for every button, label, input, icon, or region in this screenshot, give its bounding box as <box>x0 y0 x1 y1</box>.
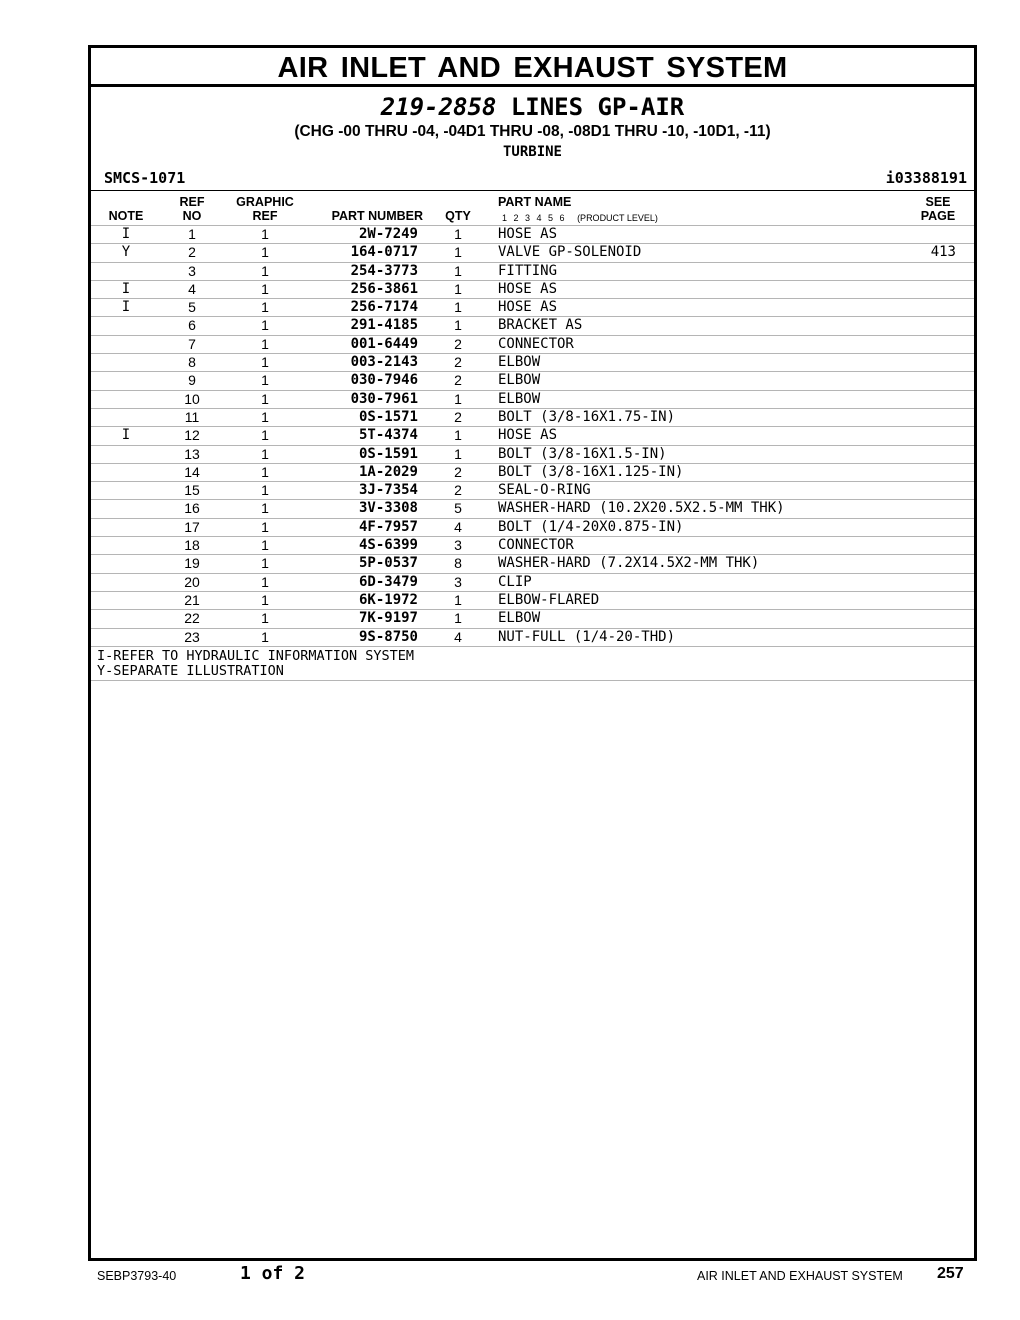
table-row <box>91 316 974 334</box>
group-part-number: 219-2858 <box>380 93 497 121</box>
table-row <box>91 591 974 609</box>
cell-part-name: BOLT (3/8-16X1.75-IN) <box>498 408 676 425</box>
cell-part-number: 256-7174 <box>350 299 418 316</box>
cell-part-number: 4S-6399 <box>358 537 418 554</box>
col-header-qty: QTY <box>445 209 471 223</box>
col-header-see-page <box>913 195 963 223</box>
notes-block <box>91 646 974 681</box>
cell-graphic-ref: 1 <box>261 335 269 352</box>
cell-part-name: BRACKET AS <box>498 317 583 334</box>
cell-graphic-ref: 1 <box>261 244 269 261</box>
cell-ref-no: 9 <box>188 372 196 389</box>
header-divider <box>91 190 974 191</box>
cell-note: I <box>121 427 131 444</box>
table-row <box>91 280 974 298</box>
cell-ref-no: 18 <box>184 537 200 554</box>
col-header-graphic-ref <box>229 195 301 223</box>
cell-graphic-ref: 1 <box>261 372 269 389</box>
cell-part-number: 6D-3479 <box>358 573 418 590</box>
cell-ref-no: 5 <box>188 299 196 316</box>
cell-graphic-ref: 1 <box>261 628 269 645</box>
footer-page-of: 1 of 2 <box>240 1263 306 1284</box>
table-row <box>91 536 974 554</box>
cell-qty: 2 <box>454 372 462 389</box>
cell-graphic-ref: 1 <box>261 354 269 371</box>
table-row <box>91 371 974 389</box>
cell-ref-no: 6 <box>188 317 196 334</box>
cell-ref-no: 8 <box>188 354 196 371</box>
cell-part-name: WASHER-HARD (10.2X20.5X2.5-MM THK) <box>498 500 785 517</box>
cell-ref-no: 12 <box>184 427 200 444</box>
cell-graphic-ref: 1 <box>261 280 269 297</box>
cell-part-number: 030-7961 <box>350 390 418 407</box>
cell-part-name: HOSE AS <box>498 427 558 444</box>
cell-qty: 1 <box>454 445 462 462</box>
cell-part-number: 164-0717 <box>350 244 418 261</box>
cell-qty: 1 <box>454 390 462 407</box>
cell-graphic-ref: 1 <box>261 518 269 535</box>
table-row <box>91 335 974 353</box>
cell-graphic-ref: 1 <box>261 427 269 444</box>
group-title <box>91 92 974 122</box>
cell-part-name: ELBOW <box>498 354 541 371</box>
smcs-code: SMCS-1071 <box>104 169 186 187</box>
col-header-graphic-ref-line2: REF <box>252 209 278 223</box>
cell-qty: 2 <box>454 335 462 352</box>
cell-part-name: BOLT (3/8-16X1.5-IN) <box>498 445 667 462</box>
cell-graphic-ref: 1 <box>261 299 269 316</box>
cell-part-number: 6K-1972 <box>358 591 418 608</box>
cell-part-number: 001-6449 <box>350 335 418 352</box>
col-header-part-name: PART NAME <box>498 195 572 209</box>
note-line: Y-SEPARATE ILLUSTRATION <box>97 662 284 679</box>
cell-qty: 3 <box>454 573 462 590</box>
cell-part-number: 0S-1591 <box>358 445 418 462</box>
cell-see-page: 413 <box>930 244 956 261</box>
col-header-note: NOTE <box>108 209 144 223</box>
table-row <box>91 445 974 463</box>
cell-ref-no: 22 <box>184 610 200 627</box>
cell-part-number: 3V-3308 <box>358 500 418 517</box>
cell-part-number: 5T-4374 <box>358 427 418 444</box>
cell-qty: 4 <box>454 628 462 645</box>
cell-ref-no: 19 <box>184 555 200 572</box>
cell-qty: 1 <box>454 317 462 334</box>
cell-ref-no: 16 <box>184 500 200 517</box>
table-row <box>91 499 974 517</box>
cell-ref-no: 10 <box>184 390 200 407</box>
cell-ref-no: 4 <box>188 280 196 297</box>
table-row <box>91 481 974 499</box>
cell-ref-no: 13 <box>184 445 200 462</box>
footer-doc-id: SEBP3793-40 <box>97 1269 177 1283</box>
cell-part-name: CLIP <box>498 573 532 590</box>
cell-qty: 1 <box>454 280 462 297</box>
cell-part-number: 003-2143 <box>350 354 418 371</box>
cell-ref-no: 20 <box>184 573 200 590</box>
table-row <box>91 609 974 627</box>
note-line: I-REFER TO HYDRAULIC INFORMATION SYSTEM <box>97 647 414 664</box>
cell-part-name: ELBOW <box>498 390 541 407</box>
cell-ref-no: 11 <box>184 408 200 425</box>
cell-note: I <box>121 280 131 297</box>
table-row <box>91 298 974 316</box>
cell-part-name: ELBOW-FLARED <box>498 591 600 608</box>
cell-ref-no: 7 <box>188 335 196 352</box>
table-row <box>91 225 974 243</box>
cell-part-name: HOSE AS <box>498 299 558 316</box>
cell-graphic-ref: 1 <box>261 537 269 554</box>
cell-qty: 2 <box>454 463 462 480</box>
cell-graphic-ref: 1 <box>261 317 269 334</box>
cell-graphic-ref: 1 <box>261 408 269 425</box>
table-row <box>91 243 974 261</box>
cell-qty: 1 <box>454 299 462 316</box>
cell-graphic-ref: 1 <box>261 390 269 407</box>
col-header-graphic-ref-line1: GRAPHIC <box>236 195 294 209</box>
cell-graphic-ref: 1 <box>261 226 269 242</box>
cell-qty: 1 <box>454 427 462 444</box>
cell-part-number: 0S-1571 <box>358 408 418 425</box>
group-name: LINES GP-AIR <box>510 93 685 121</box>
cell-part-number: 4F-7957 <box>358 518 418 535</box>
cell-graphic-ref: 1 <box>261 463 269 480</box>
cell-qty: 5 <box>454 500 462 517</box>
cell-qty: 1 <box>454 591 462 608</box>
product-levels <box>502 213 658 223</box>
cell-part-name: WASHER-HARD (7.2X14.5X2-MM THK) <box>498 555 760 572</box>
cell-part-number: 3J-7354 <box>358 482 418 499</box>
cell-qty: 2 <box>454 482 462 499</box>
cell-ref-no: 17 <box>184 518 200 535</box>
cell-part-number: 256-3861 <box>350 280 418 297</box>
cell-qty: 3 <box>454 537 462 554</box>
col-header-ref-no-line1: REF <box>179 195 205 209</box>
table-row <box>91 262 974 280</box>
cell-part-name: CONNECTOR <box>498 537 574 554</box>
table-row <box>91 628 974 646</box>
cell-qty: 8 <box>454 555 462 572</box>
cell-ref-no: 14 <box>184 463 200 480</box>
cell-graphic-ref: 1 <box>261 500 269 517</box>
page-frame <box>88 45 977 1261</box>
col-header-part-number: PART NUMBER <box>331 209 423 223</box>
footer-section: AIR INLET AND EXHAUST SYSTEM <box>697 1269 903 1283</box>
table-row <box>91 353 974 371</box>
cell-graphic-ref: 1 <box>261 555 269 572</box>
cell-part-number: 030-7946 <box>350 372 418 389</box>
cell-part-name: SEAL-O-RING <box>498 482 591 499</box>
cell-ref-no: 23 <box>184 628 200 645</box>
cell-part-name: ELBOW <box>498 372 541 389</box>
cell-graphic-ref: 1 <box>261 610 269 627</box>
cell-graphic-ref: 1 <box>261 482 269 499</box>
cell-part-name: BOLT (3/8-16X1.125-IN) <box>498 463 684 480</box>
table-row <box>91 408 974 426</box>
cell-part-number: 1A-2029 <box>358 463 418 480</box>
cell-part-number: 5P-0537 <box>358 555 418 572</box>
change-range: (CHG -00 THRU -04, -04D1 THRU -08, -08D1 THRU -10, -10D1, -11) <box>294 123 771 140</box>
cell-part-number: 7K-9197 <box>358 610 418 627</box>
col-header-see-page-line1: SEE <box>925 195 951 209</box>
cell-part-name: NUT-FULL (1/4-20-THD) <box>498 628 676 645</box>
cell-part-number: 2W-7249 <box>358 226 418 242</box>
table-row <box>91 554 974 572</box>
parts-table <box>91 225 974 681</box>
info-id: i03388191 <box>885 169 967 187</box>
cell-part-number: 291-4185 <box>350 317 418 334</box>
cell-ref-no: 1 <box>188 226 196 242</box>
table-row <box>91 573 974 591</box>
cell-qty: 2 <box>454 408 462 425</box>
cell-part-name: CONNECTOR <box>498 335 574 352</box>
cell-ref-no: 21 <box>184 591 200 608</box>
cell-qty: 1 <box>454 610 462 627</box>
table-row <box>91 390 974 408</box>
cell-qty: 4 <box>454 518 462 535</box>
cell-part-name: HOSE AS <box>498 280 558 297</box>
cell-graphic-ref: 1 <box>261 445 269 462</box>
product-level-label: (PRODUCT LEVEL) <box>577 213 658 223</box>
product-level-numbers: 1 2 3 4 5 6 <box>502 213 565 223</box>
cell-part-name: VALVE GP-SOLENOID <box>498 244 642 261</box>
cell-qty: 1 <box>454 262 462 279</box>
cell-part-name: ELBOW <box>498 610 541 627</box>
cell-ref-no: 15 <box>184 482 200 499</box>
cell-note: I <box>121 226 131 242</box>
cell-note: Y <box>121 244 131 261</box>
cell-part-name: BOLT (1/4-20X0.875-IN) <box>498 518 684 535</box>
table-row <box>91 463 974 481</box>
table-row <box>91 426 974 444</box>
cell-part-name: FITTING <box>498 262 558 279</box>
cell-qty: 1 <box>454 226 462 242</box>
col-header-ref-no <box>169 195 215 223</box>
cell-part-name: HOSE AS <box>498 226 558 242</box>
cell-ref-no: 3 <box>188 262 196 279</box>
cell-ref-no: 2 <box>188 244 196 261</box>
cell-graphic-ref: 1 <box>261 573 269 590</box>
model-name: TURBINE <box>502 144 562 160</box>
col-header-ref-no-line2: NO <box>182 209 202 223</box>
cell-qty: 2 <box>454 354 462 371</box>
cell-qty: 1 <box>454 244 462 261</box>
footer-page-number: 257 <box>937 1265 964 1282</box>
table-row <box>91 518 974 536</box>
cell-part-number: 254-3773 <box>350 262 418 279</box>
section-title: AIR INLET AND EXHAUST SYSTEM <box>91 48 974 87</box>
cell-graphic-ref: 1 <box>261 591 269 608</box>
cell-note: I <box>121 299 131 316</box>
cell-graphic-ref: 1 <box>261 262 269 279</box>
col-header-see-page-line2: PAGE <box>920 209 956 223</box>
cell-part-number: 9S-8750 <box>358 628 418 645</box>
